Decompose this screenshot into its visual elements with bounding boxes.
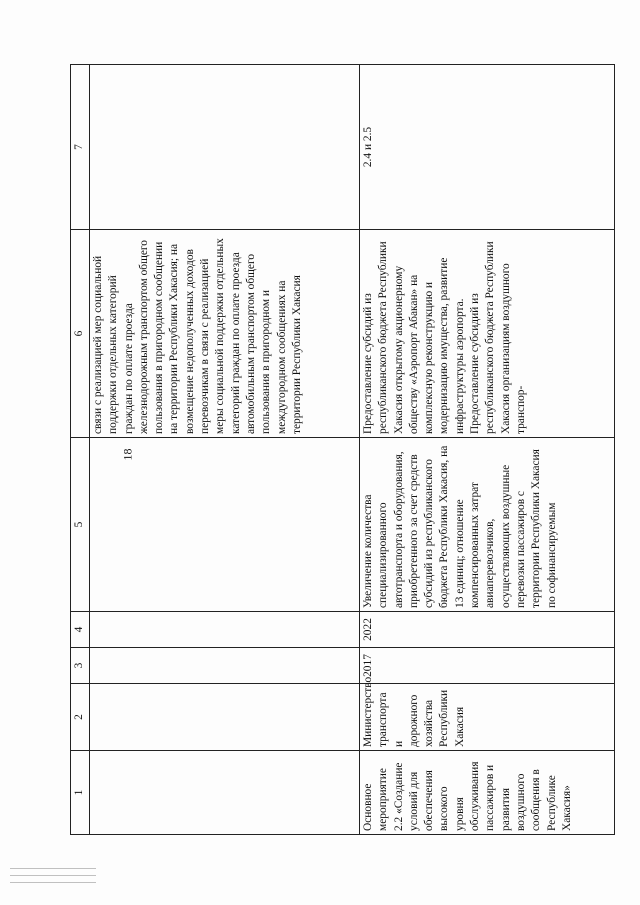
table-cell: 2017: [360, 648, 615, 684]
table-cell: [90, 65, 360, 230]
table-cell: 2.4 и 2.5: [360, 65, 615, 230]
table-cell: связи с реализацией мер социальной поддержки отдельных категорий граждан по оплате проезда железнодорожным транспортом общего пользования в пригородном сообщении на территории Республики Хакасия; на возмещение недополученных доходов перевозчикам в связи с реализацией меры социальной поддержки отдельных категорий граждан по оплате проезда автомобильным транспортом общего пользования в пригородном и междугородном сообщениях на территории Республики Хакасия: [90, 230, 360, 438]
program-table: [70, 64, 615, 835]
table-cell: [90, 438, 360, 612]
table-cell: 2022: [360, 612, 615, 648]
table-header-row: [71, 65, 90, 835]
table-row: [90, 65, 360, 835]
faint-stamp: [0, 862, 100, 900]
table-cell: Предоставление субсидий из республиканского бюджета Республики Хакасия открытому акционерному обществу «Аэропорт Абакан» на комплексную реконструкцию и модернизацию имущества, развитие инфраструктуры аэропорта. Предоставление субсидий из республиканского бюджета Республики Хакасия организациям воздушного транспор-: [360, 230, 615, 438]
table-cell: [90, 684, 360, 751]
page-number: 18: [120, 448, 135, 461]
table-cell: [90, 751, 360, 835]
table-cell: Основное мероприятие 2.2 «Создание условий для обеспечения высокого уровня обслуживания пассажиров и развития воздушного сообщения в Республике Хакасия»: [360, 751, 615, 835]
table-cell: Министерство транспорта и дорожного хозяйства Республики Хакасия: [360, 684, 615, 751]
table-row: [360, 65, 615, 835]
column-header: 1: [71, 751, 90, 835]
table-cell: [90, 612, 360, 648]
rotated-table-wrapper: [70, 65, 615, 835]
column-header: 2: [71, 684, 90, 751]
column-header: 6: [71, 230, 90, 438]
column-header: 3: [71, 648, 90, 684]
table-cell: [90, 648, 360, 684]
column-header: 7: [71, 65, 90, 230]
column-header: 4: [71, 612, 90, 648]
table-cell: Увеличение количества специализированного автотранспорта и оборудования, приобретенного за счет средств субсидий из республиканского бюджета Республики Хакасия, на 13 единиц; отношение компенсированных затрат авиаперевозчиков, осуществляющих воздушные перевозки пассажиров с территории Республики Хакасия по софинансируемым: [360, 438, 615, 612]
column-header: 5: [71, 438, 90, 612]
